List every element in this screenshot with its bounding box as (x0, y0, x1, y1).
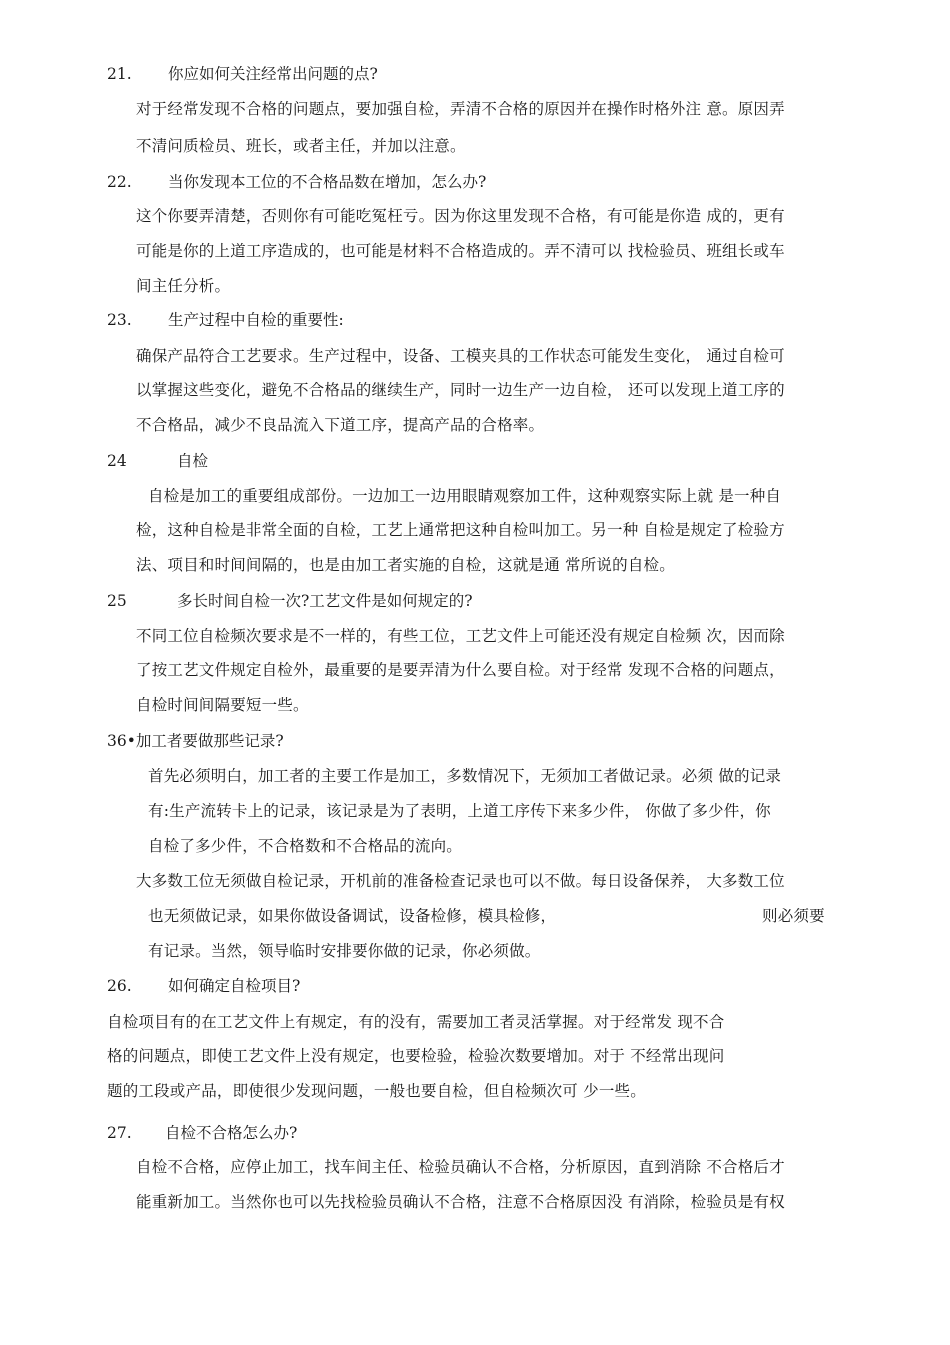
paragraph-line: 不合格品，减少不良品流入下道工序，提高产品的合格率。 (136, 416, 545, 434)
paragraph-line: 间主任分析。 (136, 277, 231, 295)
paragraph-line: 格的问题点，即使工艺文件上没有规定，也要检验，检验次数要增加。对于 不经常出现问 (107, 1047, 725, 1065)
section-number: 27. (107, 1124, 132, 1142)
paragraph-line: 大多数工位无须做自检记录，开机前的准备检查记录也可以不做。每日设备保养， 大多数工位 (136, 872, 785, 890)
section-number: 26. (107, 977, 132, 995)
paragraph-line: 则必须要 (762, 907, 825, 925)
section-number: 22. (107, 173, 132, 191)
section-title: 如何确定自检项目? (168, 977, 301, 995)
paragraph-line: 不清问质检员、班长，或者主任，并加以注意。 (136, 137, 466, 155)
paragraph-line: 这个你要弄清楚，否则你有可能吃冤枉亏。因为你这里发现不合格，有可能是你造 成的，更有 (136, 207, 785, 225)
section-number: 25 (107, 592, 127, 610)
paragraph-line: 不同工位自检频次要求是不一样的，有些工位，工艺文件上可能还没有规定自检频 次，因而除 (136, 627, 785, 645)
paragraph-line: 确保产品符合工艺要求。生产过程中，设备、工模夹具的工作状态可能发生变化， 通过自检可 (136, 347, 785, 365)
paragraph-line: 以掌握这些变化，避免不合格品的继续生产，同时一边生产一边自检， 还可以发现上道工序的 (136, 381, 785, 399)
paragraph-line: 有记录。当然，领导临时安排要你做的记录，你必须做。 (148, 942, 541, 960)
section-title: 生产过程中自检的重要性: (168, 311, 344, 329)
paragraph-line: 检，这种自检是非常全面的自检，工艺上通常把这种自检叫加工。另一种 自检是规定了检验方 (136, 521, 785, 539)
section-number: 23. (107, 311, 132, 329)
paragraph-line: 可能是你的上道工序造成的，也可能是材料不合格造成的。弄不清可以 找检验员、班组长或车 (136, 242, 785, 260)
paragraph-line: 自检不合格，应停止加工，找车间主任、检验员确认不合格，分析原因，直到消除 不合格后才 (136, 1158, 785, 1176)
section-title: 自检不合格怎么办? (165, 1124, 298, 1142)
paragraph-line: 能重新加工。当然你也可以先找检验员确认不合格，注意不合格原因没 有消除，检验员是有权 (136, 1193, 785, 1211)
paragraph-line: 题的工段或产品，即使很少发现问题，一般也要自检，但自检频次可 少一些。 (107, 1082, 646, 1100)
paragraph-line: 法、项目和时间间隔的，也是由加工者实施的自检，这就是通 常所说的自检。 (136, 556, 675, 574)
section-number: 24 (107, 452, 127, 470)
paragraph-line: 对于经常发现不合格的问题点，要加强自检，弄清不合格的原因并在操作时格外注 意。原因弄 (136, 100, 785, 118)
paragraph-line: 自检时间间隔要短一些。 (136, 696, 309, 714)
section-title: 多长时间自检一次?工艺文件是如何规定的? (177, 592, 473, 610)
paragraph-line: 自检是加工的重要组成部份。一边加工一边用眼睛观察加工件，这种观察实际上就 是一种自 (148, 487, 782, 505)
paragraph-line: 有:生产流转卡上的记录，该记录是为了表明，上道工序传下来多少件， 你做了多少件，你 (148, 802, 771, 820)
paragraph-line: 也无须做记录，如果你做设备调试，设备检修，模具检修， (148, 907, 557, 925)
paragraph-line: 首先必须明白，加工者的主要工作是加工，多数情况下，无须加工者做记录。必须 做的记录 (148, 767, 782, 785)
section-number: 21. (107, 65, 132, 83)
section-heading: 36•加工者要做那些记录? (107, 732, 284, 750)
section-title: 当你发现本工位的不合格品数在增加，怎么办? (168, 173, 487, 191)
paragraph-line: 自检项目有的在工艺文件上有规定，有的没有，需要加工者灵活掌握。对于经常发 现不合 (107, 1013, 725, 1031)
section-title: 你应如何关注经常出问题的点? (168, 65, 378, 83)
paragraph-line: 了按工艺文件规定自检外，最重要的是要弄清为什么要自检。对于经常 发现不合格的问题点， (136, 661, 785, 679)
section-title: 自检 (177, 452, 209, 470)
paragraph-line: 自检了多少件，不合格数和不合格品的流向。 (148, 837, 463, 855)
